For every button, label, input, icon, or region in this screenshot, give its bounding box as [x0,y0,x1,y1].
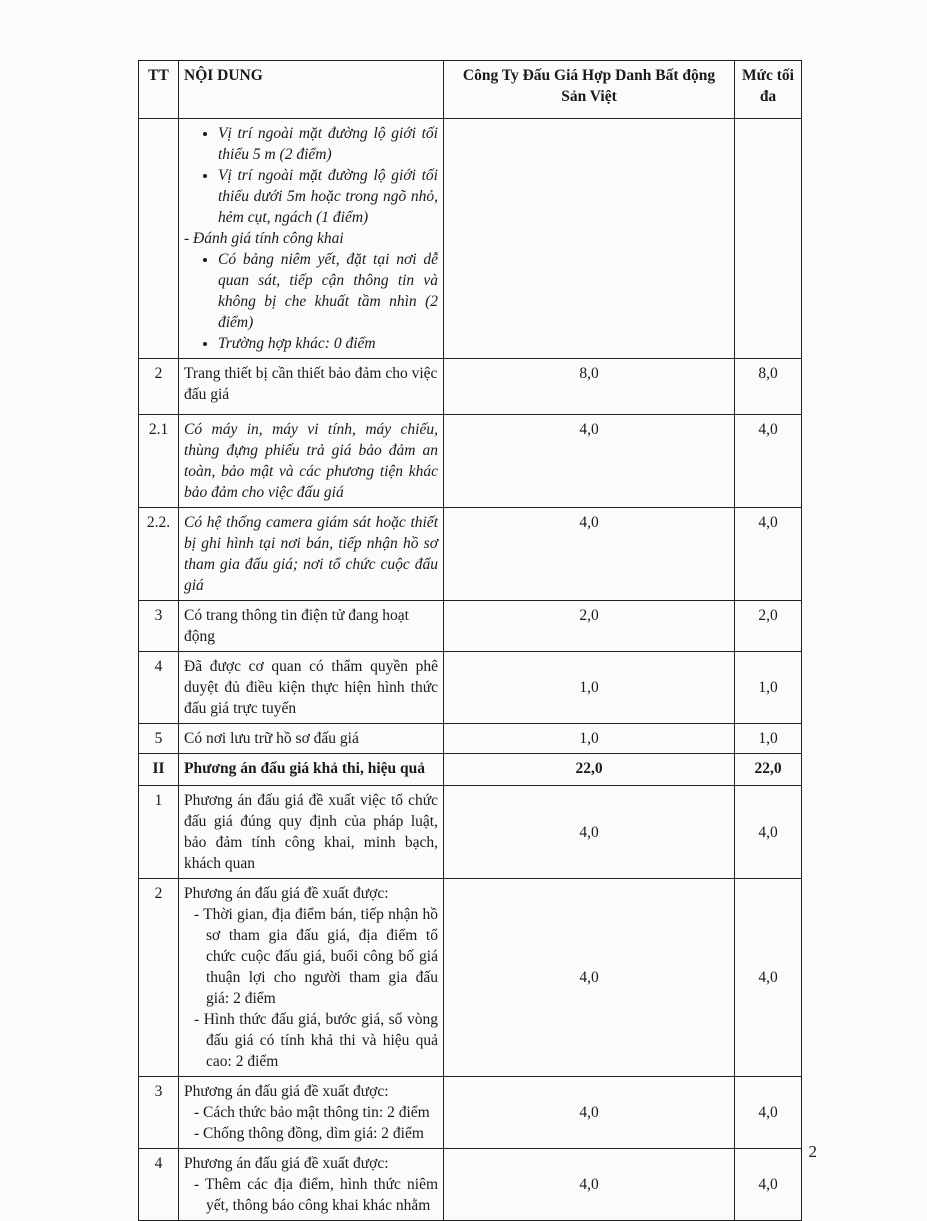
subheading-publicity: - Đánh giá tính công khai [184,230,344,247]
score-cell: 4,0 [444,508,735,601]
score-cell: 8,0 [444,359,735,415]
score-cell: 1,0 [444,652,735,724]
dash-list [184,1174,438,1216]
max-cell: 2,0 [735,601,802,652]
table-row [139,359,802,415]
list-item: - Chống thông đồng, dìm giá: 2 điểm [206,1123,438,1144]
table-row [139,508,802,601]
header-noi-dung: NỘI DUNG [179,61,444,119]
max-cell: 22,0 [735,754,802,786]
max-cell: 1,0 [735,724,802,754]
tt-cell: 3 [139,1077,179,1149]
max-cell: 4,0 [735,508,802,601]
table-header-row [139,61,802,119]
tt-cell: 2.2. [139,508,179,601]
score-cell: 1,0 [444,724,735,754]
dash-list [184,1102,438,1144]
tt-cell: 4 [139,652,179,724]
score-cell: 4,0 [444,786,735,879]
max-cell [735,119,802,359]
content-cell: Có nơi lưu trữ hồ sơ đấu giá [179,724,444,754]
tt-cell: II [139,754,179,786]
max-cell: 4,0 [735,786,802,879]
table-row [139,786,802,879]
table-row [139,724,802,754]
section-title: Phương án đấu giá khả thi, hiệu quả [179,754,444,786]
score-cell: 4,0 [444,1077,735,1149]
content-cell: Đã được cơ quan có thẩm quyền phê duyệt đủ điều kiện thực hiện hình thức đấu giá trực tuyến [179,652,444,724]
tt-cell: 1 [139,786,179,879]
list-item: - Cách thức bảo mật thông tin: 2 điểm [206,1102,438,1123]
table-row [139,415,802,508]
table-row [139,879,802,1077]
header-max: Mức tối đa [735,61,802,119]
scoring-table [138,60,802,1221]
max-cell: 4,0 [735,1149,802,1221]
table-row [139,1077,802,1149]
score-cell: 4,0 [444,1149,735,1221]
tt-cell [139,119,179,359]
tt-cell: 4 [139,1149,179,1221]
score-cell: 2,0 [444,601,735,652]
list-item: • Vị trí ngoài mặt đường lộ giới tối thiểu dưới 5m hoặc trong ngõ nhỏ, hẻm cụt, ngách (1 điểm) [218,165,438,228]
tt-cell: 3 [139,601,179,652]
content-cell [179,879,444,1077]
content-intro: Phương án đấu giá đề xuất được: [184,1155,389,1172]
max-cell: 4,0 [735,879,802,1077]
header-tt: TT [139,61,179,119]
tt-cell: 2 [139,879,179,1077]
tt-cell: 2 [139,359,179,415]
list-item: - Thời gian, địa điểm bán, tiếp nhận hồ sơ tham gia đấu giá, địa điểm tổ chức cuộc đấu giá, buổi công bố giá thuận lợi cho người tham gia đấu giá: 2 điểm [206,904,438,1009]
content-cell [179,119,444,359]
page-number: 2 [808,1142,817,1161]
list-item: - Thêm các địa điểm, hình thức niêm yết, thông báo công khai khác nhằm [206,1174,438,1216]
table-row [139,1149,802,1221]
content-cell [179,1077,444,1149]
bullet-list-location [184,123,438,228]
list-item: • Vị trí ngoài mặt đường lộ giới tối thiểu 5 m (2 điểm) [218,123,438,165]
header-company: Công Ty Đấu Giá Hợp Danh Bất động Sản Việt [444,61,735,119]
score-cell: 4,0 [444,879,735,1077]
content-cell: Có hệ thống camera giám sát hoặc thiết bị ghi hình tại nơi bán, tiếp nhận hồ sơ tham gia đấu giá; nơi tổ chức cuộc đấu giá [179,508,444,601]
max-cell: 4,0 [735,1077,802,1149]
tt-cell: 5 [139,724,179,754]
list-item: • Có bảng niêm yết, đặt tại nơi dễ quan sát, tiếp cận thông tin và không bị che khuất tầm nhìn (2 điểm) [218,249,438,333]
content-cell: Có trang thông tin điện tử đang hoạt động [179,601,444,652]
score-cell [444,119,735,359]
table-row-continued [139,119,802,359]
content-intro: Phương án đấu giá đề xuất được: [184,1083,389,1100]
table-row [139,601,802,652]
max-cell: 4,0 [735,415,802,508]
content-cell: Trang thiết bị cần thiết bảo đảm cho việc đấu giá [179,359,444,415]
content-cell: Phương án đấu giá đề xuất việc tổ chức đấu giá đúng quy định của pháp luật, bảo đảm tính công khai, minh bạch, khách quan [179,786,444,879]
score-cell: 4,0 [444,415,735,508]
content-cell [179,1149,444,1221]
max-cell: 8,0 [735,359,802,415]
list-item: • Trường hợp khác: 0 điểm [218,333,438,354]
content-cell: Có máy in, máy vi tính, máy chiếu, thùng đựng phiếu trả giá bảo đảm an toàn, bảo mật và các phương tiện khác bảo đảm cho việc đấu giá [179,415,444,508]
max-cell: 1,0 [735,652,802,724]
dash-list [184,904,438,1072]
tt-cell: 2.1 [139,415,179,508]
content-intro: Phương án đấu giá đề xuất được: [184,885,389,902]
section-row [139,754,802,786]
bullet-list-publicity [184,249,438,354]
table-row [139,652,802,724]
score-cell: 22,0 [444,754,735,786]
list-item: - Hình thức đấu giá, bước giá, số vòng đấu giá có tính khả thi và hiệu quả cao: 2 điểm [206,1009,438,1072]
